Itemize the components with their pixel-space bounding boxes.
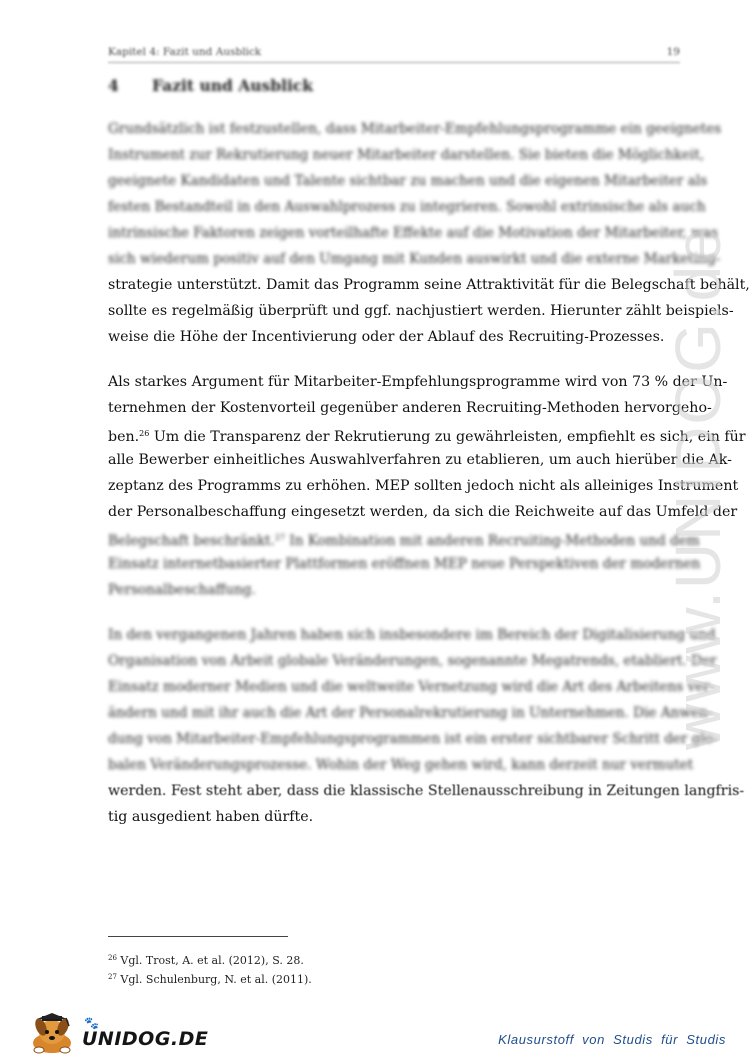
paragraph-3-blurred — [108, 622, 718, 778]
text-line — [108, 421, 746, 447]
text-line: Grundsätzlich ist festzustellen, dass Mitarbeiter-Empfehlungsprogramme ein geeignetes — [108, 121, 722, 137]
text-line: sich wiederum positiv auf den Umgang mit Kunden auswirkt und die externe Marketing- — [108, 251, 721, 267]
paragraph-3 — [108, 622, 745, 830]
footnote-27 — [108, 973, 312, 986]
chapter-heading — [108, 76, 313, 95]
text-line: tig ausgedient haben dürfte. — [108, 809, 314, 825]
paragraph-1-blurred — [108, 116, 722, 272]
unidog-logo — [22, 1010, 209, 1056]
text-line: Einsatz internetbasierter Plattformen eröffnen MEP neue Perspektiven der modernen — [108, 556, 701, 572]
text-line: zeptanz des Programms zu erhöhen. MEP sollten jedoch nicht als alleiniges Instrument — [108, 478, 739, 494]
footnote-ref-26: 26 — [139, 429, 150, 438]
text-fragment: Belegschaft beschränkt. — [108, 533, 275, 549]
text-line: Personalbeschaffung. — [108, 582, 256, 598]
text-line: werden. Fest steht aber, dass die klassische Stellenausschreibung in Zeitungen langfris- — [108, 783, 745, 799]
paw-icon: 🐾 — [84, 1016, 99, 1030]
paragraph-2-blurred — [108, 525, 701, 603]
footnote-number: 26 — [108, 954, 117, 962]
footnote-text: Vgl. Trost, A. et al. (2012), S. 28. — [120, 954, 304, 967]
text-line: der Personalbeschaffung eingesetzt werden, da sich die Reichweite auf das Umfeld der — [108, 504, 738, 520]
text-line — [108, 525, 700, 551]
text-line: In den vergangenen Jahren haben sich insbesondere im Bereich der Digitalisierung und — [108, 627, 716, 643]
text-line: ternehmen der Kostenvorteil gegenüber anderen Recruiting-Methoden hervorgeho- — [108, 400, 712, 416]
text-line: strategie unterstützt. Damit das Programm seine Attraktivität für die Belegschaft behält, — [108, 277, 750, 293]
footnote-ref-27: 27 — [274, 533, 286, 542]
logo-text: UNIDOG.DE — [82, 1028, 209, 1050]
tagline: Klausurstoff von Studis für Studis — [498, 1032, 726, 1047]
running-header — [108, 44, 680, 63]
header-chapter: Kapitel 4: Fazit und Ausblick — [108, 46, 262, 58]
text-line: sollte es regelmäßig überprüft und ggf. nachjustiert werden. Hierunter zählt beispiels- — [108, 303, 734, 319]
paragraph-2 — [108, 369, 746, 603]
header-page-number: 19 — [666, 46, 680, 58]
text-line: Organisation von Arbeit globale Veränderungen, sogenannte Megatrends, etabliert. Der — [108, 653, 717, 669]
text-line: Einsatz moderner Medien und die weltweite Vernetzung wird die Art des Arbeitens ver- — [108, 679, 715, 695]
paragraph-1 — [108, 116, 750, 350]
text-line: Als starkes Argument für Mitarbeiter-Empfehlungsprogramme wird von 73 % der Un- — [108, 374, 728, 390]
text-line: balen Veränderungsprozesse. Wohin der Weg gehen wird, kann derzeit nur vermutet — [108, 757, 694, 773]
text-line: geeignete Kandidaten und Talente sichtbar zu machen und die eigenen Mitarbeiter als — [108, 173, 708, 189]
footnote-text: Vgl. Schulenburg, N. et al. (2011). — [120, 973, 312, 986]
text-line: ändern und mit ihr auch die Art der Personalrekrutierung in Unternehmen. Die Anwen- — [108, 705, 713, 721]
watermark-text: www.UNIDOG.de — [662, 226, 734, 750]
text-fragment: ben. — [108, 429, 140, 445]
chapter-number: 4 — [108, 76, 119, 95]
text-line: festen Bestandteil in den Auswahlprozess zu integrieren. Sowohl extrinsische als auch — [108, 199, 706, 215]
footnote-divider — [108, 936, 288, 937]
text-line: intrinsische Faktoren zeigen vorteilhafte Effekte auf die Motivation der Mitarbeiter, was — [108, 225, 718, 241]
chapter-title: Fazit und Ausblick — [152, 76, 314, 95]
footnote-number: 27 — [108, 973, 117, 981]
text-line: dung von Mitarbeiter-Empfehlungsprogrammen ist ein erster sichtbarer Schritt der glo- — [108, 731, 718, 747]
text-line: weise die Höhe der Incentivierung oder der Ablauf des Recruiting-Prozesses. — [108, 329, 665, 345]
text-fragment: In Kombination mit anderen Recruiting-Methoden und dem — [285, 533, 700, 549]
dog-mascot-icon — [22, 1010, 82, 1056]
text-line: alle Bewerber einheitliches Auswahlverfahren zu etablieren, um auch hierüber die Ak- — [108, 452, 732, 468]
footnote-26 — [108, 954, 304, 967]
text-fragment: Um die Transparenz der Rekrutierung zu gewährleisten, empfiehlt es sich, ein für — [149, 429, 746, 445]
text-line: Instrument zur Rekrutierung neuer Mitarbeiter darstellen. Sie bieten die Möglichkeit, — [108, 147, 705, 163]
